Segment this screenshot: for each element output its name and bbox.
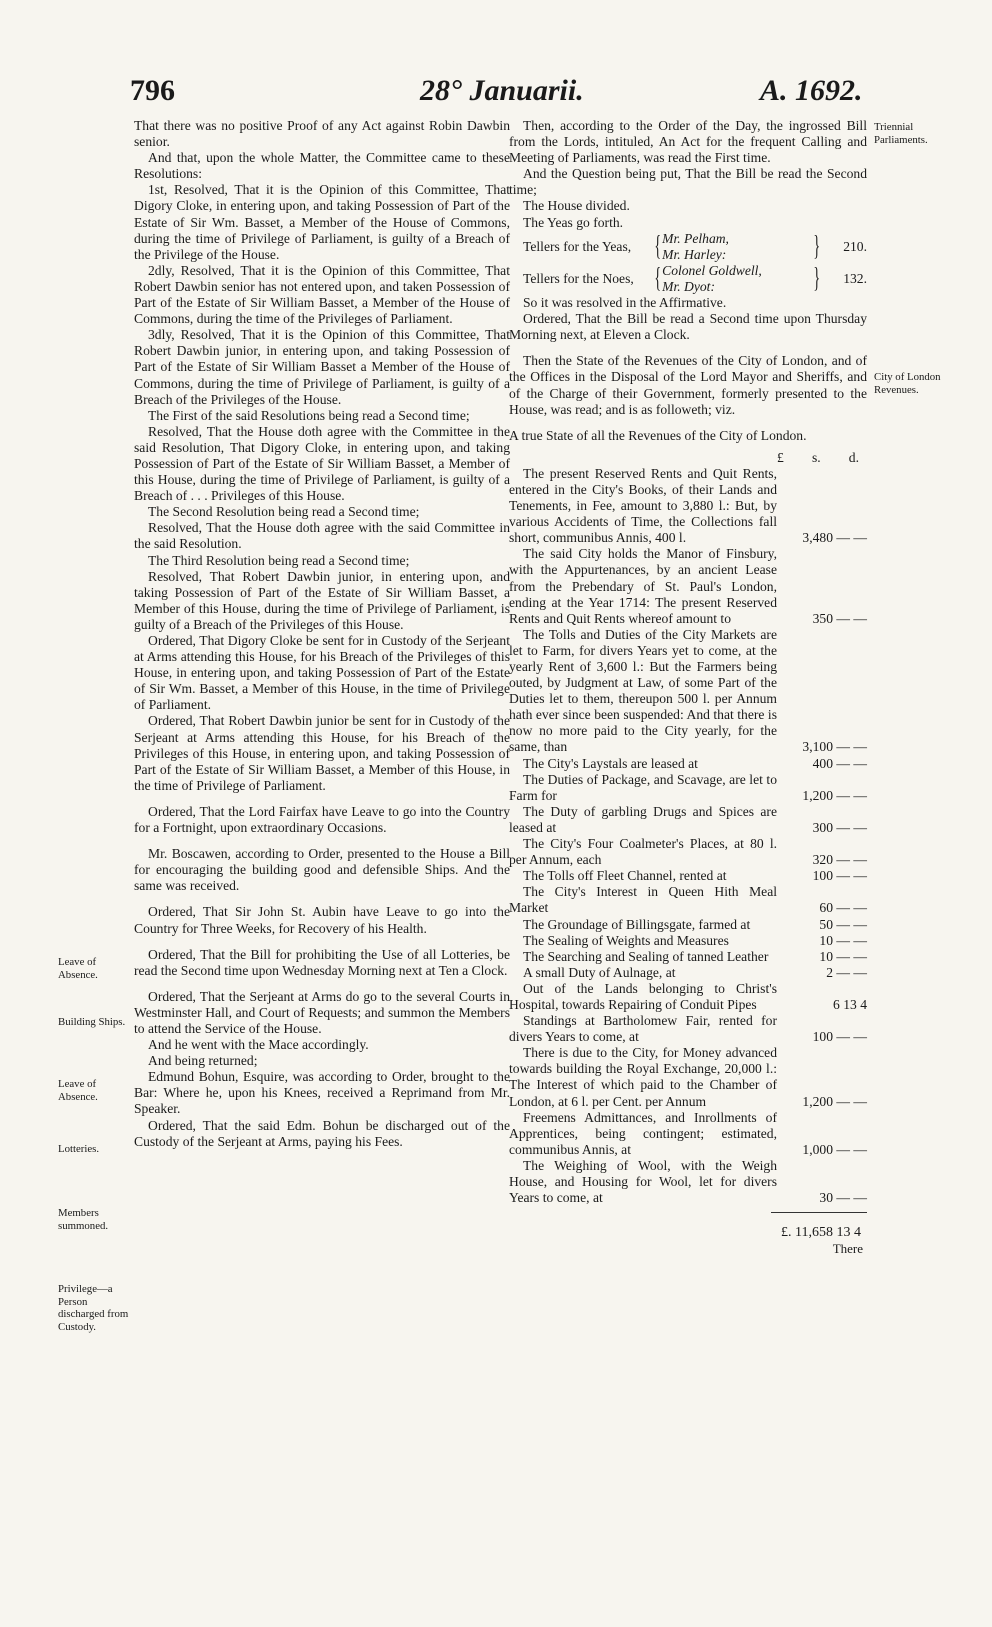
revenue-item-text: The Duties of Package, and Scavage, are let to Farm for bbox=[509, 771, 777, 803]
paragraph: Ordered, That Digory Cloke be sent for in Custody of the Serjeant at Arms attending this House, for his Breach of the Privileges of this House, in entering upon, and taking Possession of Part of the Estate of Sir Wm. Basset, a Member of this House, in the time of Privilege of Parliament. bbox=[134, 633, 510, 713]
revenue-item-amount: 60 — — bbox=[819, 900, 867, 916]
margin-note-leave-of-absence-2: Leave of Absence. bbox=[58, 1078, 98, 1103]
revenue-item-amount: 10 — — bbox=[819, 948, 867, 964]
revenue-item-amount: 300 — — bbox=[812, 819, 867, 835]
revenue-item-amount: 3,480 — — bbox=[802, 530, 867, 546]
revenue-row bbox=[509, 949, 867, 965]
revenue-item-amount: 3,100 — — bbox=[802, 739, 867, 755]
revenue-item-text: The City's Interest in Queen Hith Meal Market bbox=[509, 884, 777, 916]
brace-icon: { bbox=[654, 262, 661, 294]
revenue-item-text: Freemens Admittances, and Inrollments of Apprentices, being contingent; estimated, communibus Annis, at bbox=[509, 1109, 777, 1157]
paragraph: 1st, Resolved, That it is the Opinion of this Committee, That Digory Cloke, in entering upon, and taking Possession of Part of the Estate of Sir Wm. Basset, a Member of the House of Commons, during the time of Privilege of Parliament, is guilty of a Breach of the Privilege of the House. bbox=[134, 182, 510, 262]
paragraph: Resolved, That Robert Dawbin junior, in entering upon, and taking Possession of Part of the Estate of Sir William Basset, a Member of this House, during the time of Privilege of Parliament, is guilty of a Breach of the Privileges of this House. bbox=[134, 568, 510, 632]
paragraph: The House divided. bbox=[523, 198, 630, 214]
paragraph-city-revenues: Then the State of the Revenues of the City of London, and of the Offices in the Disposal of the Lord Mayor and Sheriffs, and of the Charge of their Government, formerly presented to the House, was read; and is as followeth; viz. bbox=[509, 353, 867, 417]
teller-name: Mr. Pelham, bbox=[662, 230, 729, 246]
revenue-item-amount: 100 — — bbox=[812, 1029, 867, 1045]
revenue-table-rows bbox=[509, 466, 867, 1206]
column-pence: d. bbox=[848, 449, 859, 465]
paragraph: And he went with the Mace accordingly. bbox=[148, 1037, 369, 1053]
revenue-item-amount: 50 — — bbox=[819, 916, 867, 932]
revenue-item-amount: 100 — — bbox=[812, 868, 867, 884]
revenue-row bbox=[509, 884, 867, 916]
right-column bbox=[509, 118, 867, 1257]
paragraph: The First of the said Resolutions being read a Second time; bbox=[148, 407, 470, 423]
page-date: 28° Januarii. bbox=[420, 74, 584, 107]
revenue-row bbox=[509, 756, 867, 772]
revenue-item-text: The Tolls off Fleet Channel, rented at bbox=[523, 868, 727, 884]
paragraph: 3dly, Resolved, That it is the Opinion of this Committee, That Robert Dawbin junior, in entering upon, and taking Possession of Part of the Estate of Sir William Basset a Member of the House of Commons, during the time of Privilege of Parliament, is guilty of a Breach of the Privileges of the House. bbox=[134, 327, 510, 407]
revenue-row bbox=[509, 804, 867, 836]
column-pounds: £ bbox=[777, 449, 784, 465]
revenue-item-text: The Searching and Sealing of tanned Leather bbox=[523, 948, 769, 964]
margin-note-lotteries: Lotteries. bbox=[58, 1143, 100, 1155]
margin-note-privilege: Privilege—a Person discharged from Custody. bbox=[58, 1283, 129, 1333]
paragraph: Ordered, That the said Edm. Bohun be discharged out of the Custody of the Serjeant at Arms, paying his Fees. bbox=[134, 1117, 510, 1149]
paragraph: And the Question being put, That the Bill be read the Second time; bbox=[509, 166, 867, 198]
teller-name: Colonel Goldwell, bbox=[662, 262, 762, 278]
margin-note-leave-of-absence: Leave of Absence. bbox=[58, 956, 98, 981]
paragraph: The Third Resolution being read a Second time; bbox=[148, 552, 410, 568]
revenue-item-amount: 1,200 — — bbox=[802, 1093, 867, 1109]
revenue-item-text: Out of the Lands belonging to Christ's Hospital, towards Repairing of Conduit Pipes bbox=[509, 980, 777, 1012]
revenue-item-text: The present Reserved Rents and Quit Rents, entered in the City's Books, of their Lands and Tenements, in Fee, amount to 3,880 l.: But, by various Accidents of Time, the Collections fall short, communibus Annis, 400 l. bbox=[509, 465, 777, 546]
paragraph: Ordered, That Robert Dawbin junior be sent for in Custody of the Serjeant at Arms attending this House, for his Breach of the Privileges of this House, in entering upon, and taking Possession of Part of the Estate of Sir William Basset, a Member of this House, in the time of Privilege of Parliament. bbox=[134, 713, 510, 793]
paragraph: The Yeas go forth. bbox=[523, 214, 624, 230]
paragraph: The Second Resolution being read a Second time; bbox=[148, 504, 420, 520]
revenue-row bbox=[509, 1013, 867, 1045]
teller-name: Mr. Dyot: bbox=[662, 278, 715, 294]
paragraph-building-ships: Mr. Boscawen, according to Order, presented to the House a Bill for encouraging the building good and defensible Ships. And the same was received. bbox=[134, 846, 510, 894]
margin-note-city-revenues: City of London Revenues. bbox=[874, 371, 941, 396]
tellers-names bbox=[662, 231, 812, 263]
column-shillings: s. bbox=[811, 449, 821, 465]
revenue-row bbox=[509, 466, 867, 546]
paragraph-leave-of-absence-2: Ordered, That Sir John St. Aubin have Leave to go into the Country for Three Weeks, for Recovery of his Health. bbox=[134, 904, 510, 936]
revenue-item-text: The Tolls and Duties of the City Markets are let to Farm, for divers Years yet to come, at the yearly Rent of 3,600 l.: But the Farmers being outed, by Judgment at Law, of some Part of the Duties let to them, thereupon 500 l. per Annum hath ever since been suspended: And that there is now no more paid to the City yearly, for the same, than bbox=[509, 626, 777, 755]
revenue-item-amount: 1,200 — — bbox=[802, 787, 867, 803]
catchword: There bbox=[832, 1241, 863, 1257]
revenue-item-amount: 10 — — bbox=[819, 932, 867, 948]
revenue-row bbox=[509, 981, 867, 1013]
left-column bbox=[134, 118, 510, 1150]
brace-icon: } bbox=[813, 230, 820, 262]
revenue-table-header bbox=[509, 450, 867, 466]
revenue-row bbox=[509, 933, 867, 949]
tellers-label: Tellers for the Noes, bbox=[523, 270, 634, 286]
paragraph: Resolved, That the House doth agree with the Committee in the said Resolution, That Digory Cloke, in entering upon, and taking Possession of Part of the Estate of Sir William Basset, a Member of this House, during the time of Privilege of Parliament, is guilty of a Breach of . . . Privileges of this House. bbox=[134, 423, 510, 504]
revenue-item-amount: 320 — — bbox=[812, 852, 867, 868]
paragraph: That there was no positive Proof of any Act against Robin Dawbin senior. bbox=[134, 118, 510, 150]
revenue-row bbox=[509, 627, 867, 756]
revenue-row bbox=[509, 965, 867, 981]
page-header bbox=[0, 74, 992, 114]
revenue-row bbox=[509, 1158, 867, 1206]
revenue-item-text: A small Duty of Aulnage, at bbox=[523, 964, 676, 980]
revenue-item-text: The Weighing of Wool, with the Weigh House, and Housing for Wool, let for divers Years to come, at bbox=[509, 1157, 777, 1206]
revenue-item-amount: 400 — — bbox=[812, 755, 867, 771]
revenue-row bbox=[509, 836, 867, 868]
paragraph: Resolved, That the House doth agree with the said Committee in the said Resolution. bbox=[134, 520, 510, 552]
page-year: A. 1692. bbox=[760, 74, 863, 107]
tellers-names bbox=[662, 263, 812, 295]
paragraph: And that, upon the whole Matter, the Committee came to these Resolutions: bbox=[134, 150, 510, 182]
paragraph-privilege: Edmund Bohun, Esquire, was according to Order, brought to the Bar: Where he, upon his Knees, received a Reprimand from Mr. Speaker. bbox=[134, 1069, 510, 1117]
revenue-row bbox=[509, 868, 867, 884]
revenue-item-amount: 1,000 — — bbox=[802, 1141, 867, 1157]
revenue-total: £. 11,658 13 4 bbox=[781, 1225, 861, 1241]
revenue-item-amount: 6 13 4 bbox=[833, 996, 867, 1012]
revenue-item-text: The said City holds the Manor of Finsbury, with the Appurtenances, by an ancient Lease from the Prebendary of St. Paul's London, ending at the Year 1714: The present Reserved Rents and Quit Rents whereof amount to bbox=[509, 546, 777, 626]
revenue-row bbox=[509, 1110, 867, 1158]
paragraph: Ordered, That the Bill be read a Second time upon Thursday Morning next, at Eleven a Clock. bbox=[509, 311, 867, 343]
tellers-count: 210. bbox=[843, 238, 867, 254]
tellers-yeas bbox=[523, 231, 867, 263]
tellers-count: 132. bbox=[843, 270, 867, 286]
revenue-item-text: The City's Laystals are leased at bbox=[523, 755, 698, 771]
revenue-table-title: A true State of all the Revenues of the City of London. bbox=[509, 427, 807, 443]
teller-name: Mr. Harley: bbox=[662, 246, 727, 262]
revenue-item-amount: 2 — — bbox=[826, 964, 867, 980]
revenue-item-text: The Duty of garbling Drugs and Spices are leased at bbox=[509, 803, 777, 835]
revenue-item-text: Standings at Bartholomew Fair, rented for divers Years to come, at bbox=[509, 1013, 777, 1045]
revenue-item-text: The Groundage of Billingsgate, farmed at bbox=[523, 916, 751, 932]
tellers-label: Tellers for the Yeas, bbox=[523, 238, 632, 254]
paragraph-leave-of-absence: Ordered, That the Lord Fairfax have Leave to go into the Country for a Fortnight, upon extraordinary Occasions. bbox=[134, 803, 510, 836]
total-rule bbox=[771, 1212, 867, 1213]
paragraph-lotteries: Ordered, That the Bill for prohibiting the Use of all Lotteries, be read the Second time upon Wednesday Morning next at Ten a Clock. bbox=[134, 946, 510, 978]
margin-note-triennial-parliaments: Triennial Parliaments. bbox=[874, 121, 928, 146]
paragraph: 2dly, Resolved, That it is the Opinion of this Committee, That Robert Dawbin senior has not entered upon, and taken Possession of Part of the Estate of Sir William Basset, a Member of the House of Commons, during the time of the Privileges of Parliament. bbox=[134, 262, 510, 327]
revenue-item-amount: 30 — — bbox=[819, 1190, 867, 1206]
tellers-noes bbox=[523, 263, 867, 295]
revenue-item-amount: 350 — — bbox=[812, 610, 867, 626]
revenue-row bbox=[509, 772, 867, 804]
paragraph-members-summoned: Ordered, That the Serjeant at Arms do go to the several Courts in Westminster Hall, and Court of Requests; and summon the Members to attend the Service of the House. bbox=[134, 988, 510, 1036]
paragraph: Then, according to the Order of the Day, the ingrossed Bill from the Lords, intituled, An Act for the frequent Calling and Meeting of Parliaments, was read the First time. bbox=[509, 118, 867, 166]
revenue-item-text: The City's Four Coalmeter's Places, at 80 l. per Annum, each bbox=[509, 836, 777, 868]
brace-icon: } bbox=[813, 262, 820, 294]
revenue-row bbox=[509, 546, 867, 626]
revenue-row bbox=[509, 1045, 867, 1109]
paragraph: And being returned; bbox=[148, 1053, 258, 1069]
paragraph: So it was resolved in the Affirmative. bbox=[523, 295, 727, 311]
brace-icon: { bbox=[654, 230, 661, 262]
revenue-row bbox=[509, 917, 867, 933]
margin-note-members-summoned: Members summoned. bbox=[58, 1207, 109, 1232]
page-number: 796 bbox=[130, 74, 175, 107]
revenue-item-text: The Sealing of Weights and Measures bbox=[523, 932, 729, 948]
revenue-item-text: There is due to the City, for Money advanced towards building the Royal Exchange, 20,000 l.: The Interest of which paid to the Chamber of London, at 6 l. per Cent. per Annum bbox=[509, 1045, 777, 1109]
margin-note-building-ships: Building Ships. bbox=[58, 1016, 126, 1028]
